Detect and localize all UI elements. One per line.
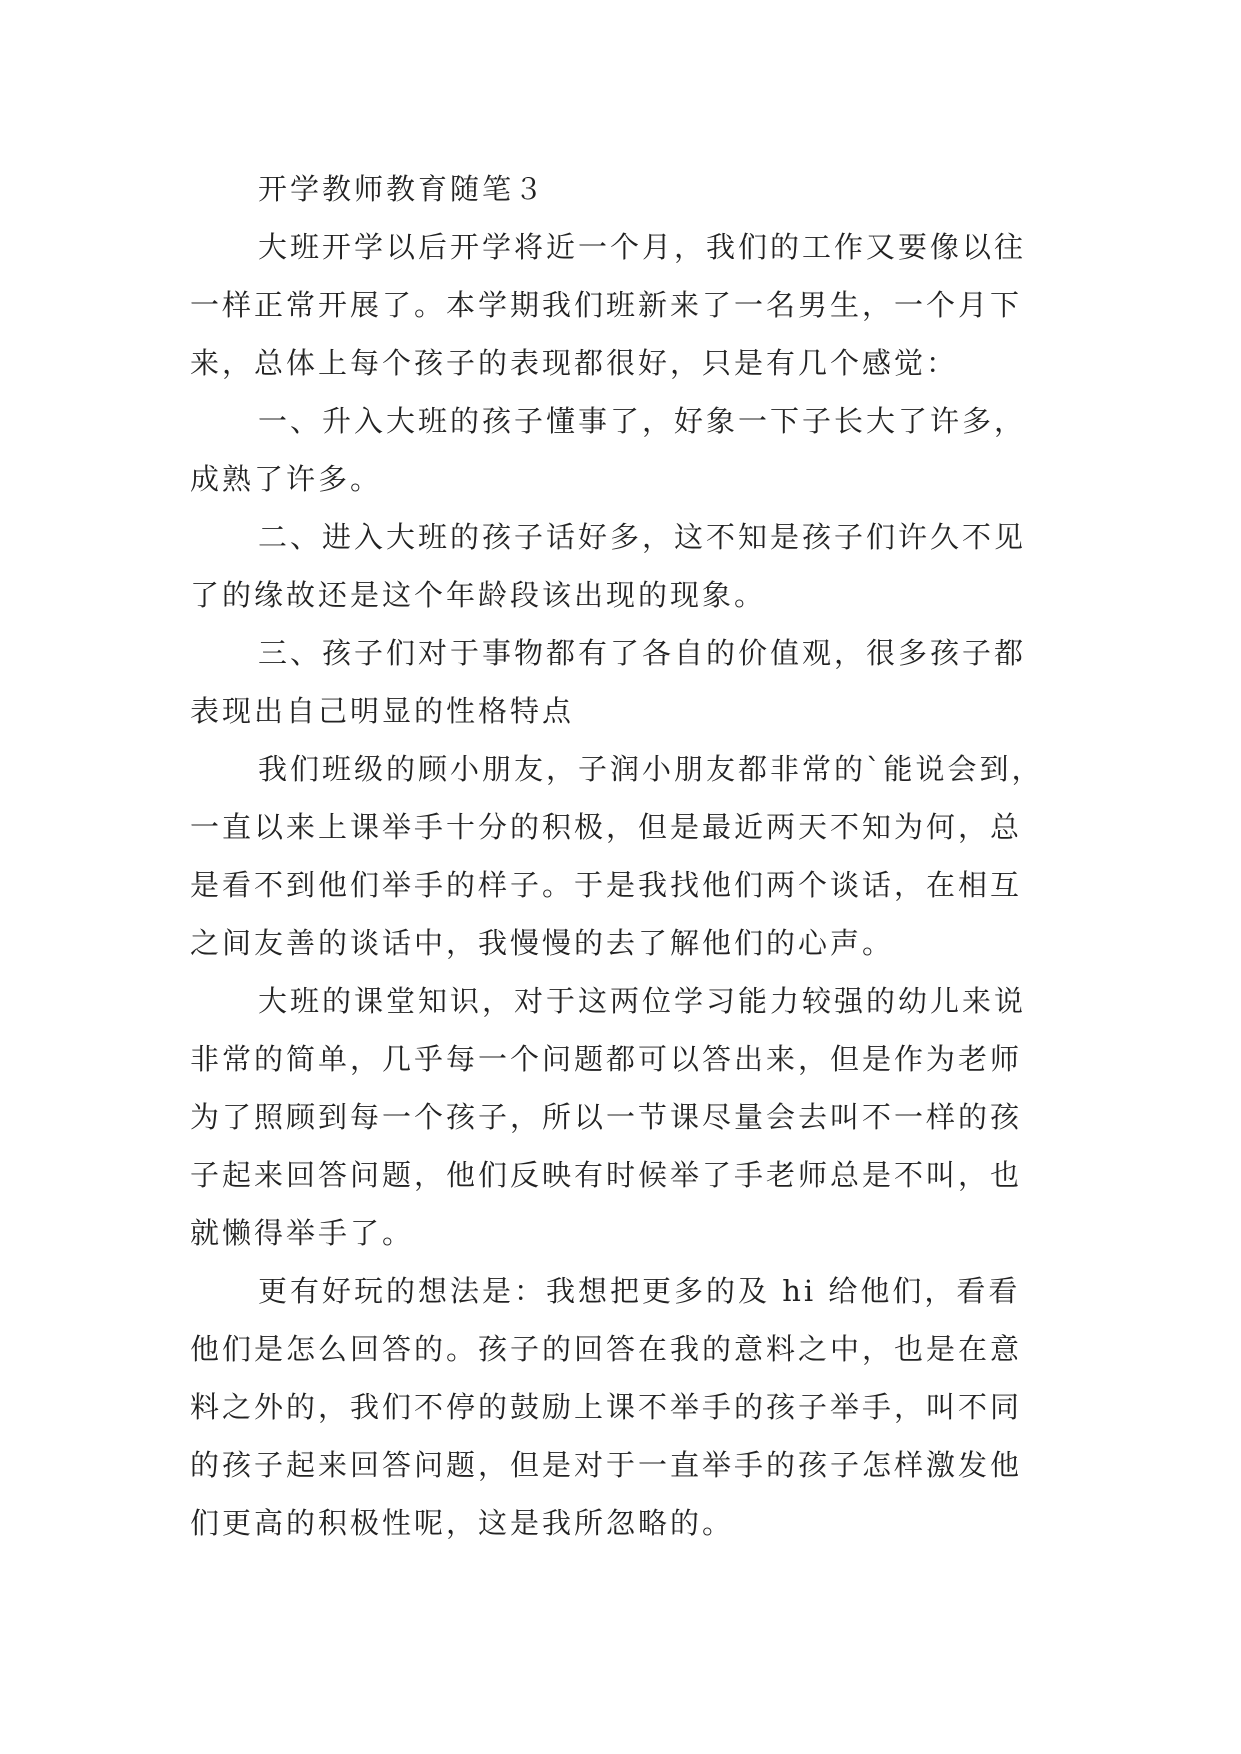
- paragraph-line: 大班开学以后开学将近一个月，我们的工作又要像以往: [258, 230, 1027, 264]
- paragraph-line: 更有好玩的想法是：我想把更多的及 hi 给他们，看看: [258, 1274, 1021, 1308]
- paragraph-line: 为了照顾到每一个孩子，所以一节课尽量会去叫不一样的孩: [190, 1100, 1023, 1134]
- paragraph-line: 之间友善的谈话中，我慢慢的去了解他们的心声。: [190, 926, 895, 960]
- paragraph-3: [190, 508, 1060, 624]
- paragraph-line: 我们班级的顾小朋友，子润小朋友都非常的`能说会到，: [258, 752, 1044, 786]
- paragraph-line: 大班的课堂知识，对于这两位学习能力较强的幼儿来说: [258, 984, 1027, 1018]
- paragraph-line: 二、进入大班的孩子话好多，这不知是孩子们许久不见: [258, 520, 1027, 554]
- paragraph-7: [190, 1262, 1060, 1552]
- paragraph-6: [190, 972, 1060, 1262]
- paragraph-4: [190, 624, 1060, 740]
- paragraph-line: 一、升入大班的孩子懂事了，好象一下子长大了许多，: [258, 404, 1027, 438]
- paragraph-line: 就懒得举手了。: [190, 1216, 415, 1250]
- document-page: [190, 160, 1060, 1552]
- paragraph-line: 一样正常开展了。本学期我们班新来了一名男生，一个月下: [190, 288, 1023, 322]
- paragraph-line: 成熟了许多。: [190, 462, 383, 496]
- paragraph-line: 他们是怎么回答的。孩子的回答在我的意料之中，也是在意: [190, 1332, 1023, 1366]
- paragraph-line: 的孩子起来回答问题，但是对于一直举手的孩子怎样激发他: [190, 1448, 1023, 1482]
- paragraph-line: 三、孩子们对于事物都有了各自的价值观，很多孩子都: [258, 636, 1027, 670]
- paragraph-line: 是看不到他们举手的样子。于是我找他们两个谈话，在相互: [190, 868, 1023, 902]
- paragraph-line: 非常的简单，几乎每一个问题都可以答出来，但是作为老师: [190, 1042, 1023, 1076]
- paragraph-line: 们更高的积极性呢，这是我所忽略的。: [190, 1506, 735, 1540]
- paragraph-line: 了的缘故还是这个年龄段该出现的现象。: [190, 578, 767, 612]
- paragraph-2: [190, 392, 1060, 508]
- paragraph-line: 料之外的，我们不停的鼓励上课不举手的孩子举手，叫不同: [190, 1390, 1023, 1424]
- paragraph-1: [190, 218, 1060, 392]
- paragraph-line: 一直以来上课举手十分的积极，但是最近两天不知为何，总: [190, 810, 1023, 844]
- paragraph-line: 来，总体上每个孩子的表现都很好，只是有几个感觉：: [190, 346, 959, 380]
- paragraph-line: 子起来回答问题，他们反映有时候举了手老师总是不叫，也: [190, 1158, 1023, 1192]
- paragraph-line: 表现出自己明显的性格特点: [190, 694, 575, 728]
- document-title: 开学教师教育随笔３: [258, 172, 547, 206]
- paragraph-5: [190, 740, 1060, 972]
